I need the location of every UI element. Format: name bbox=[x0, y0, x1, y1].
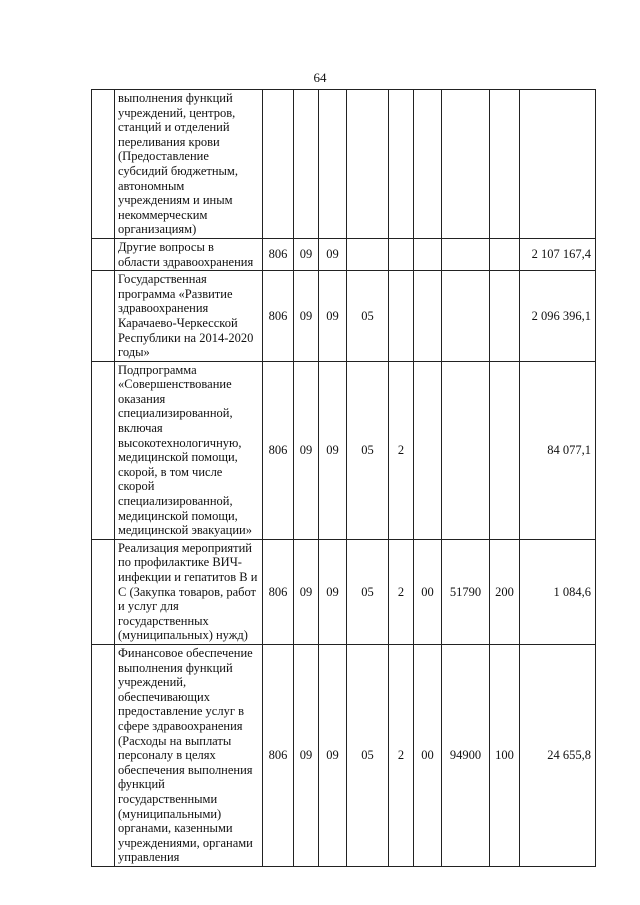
page-number: 64 bbox=[313, 70, 327, 85]
cell-expense-type bbox=[490, 238, 520, 270]
description-line: скорой, в том числе bbox=[118, 464, 223, 479]
description-line: включая bbox=[118, 421, 163, 436]
description-line: органами, казенными bbox=[118, 821, 233, 836]
table-body bbox=[92, 90, 596, 867]
cell-direction bbox=[442, 238, 490, 270]
cell-subprogram: 2 bbox=[389, 361, 414, 539]
cell-section: 09 bbox=[294, 271, 319, 362]
cell-expense-type bbox=[490, 361, 520, 539]
description-line: субсидий бюджетным, bbox=[118, 163, 238, 178]
description-line: Другие вопросы в bbox=[118, 239, 214, 254]
cell-subsection: 09 bbox=[319, 361, 347, 539]
cell-admin-code: 806 bbox=[263, 539, 294, 644]
cell-subsection: 09 bbox=[319, 271, 347, 362]
cell-expense-type: 200 bbox=[490, 539, 520, 644]
cell-admin-code: 806 bbox=[263, 361, 294, 539]
cell-direction: 94900 bbox=[442, 644, 490, 866]
table-row bbox=[92, 644, 596, 866]
description-line: обеспечения выполнения bbox=[118, 762, 253, 777]
description-line: государственных bbox=[118, 613, 209, 628]
description-line: скорой bbox=[118, 479, 155, 494]
description-line: государственными bbox=[118, 791, 218, 806]
cell-subsection: 09 bbox=[319, 644, 347, 866]
description-line: станций и отделений bbox=[118, 120, 230, 135]
description-line: учреждений, bbox=[118, 675, 187, 690]
description-line: предоставление услуг в bbox=[118, 704, 244, 719]
row-description bbox=[115, 271, 263, 362]
description-line: автономным bbox=[118, 178, 185, 193]
row-number-cell bbox=[92, 539, 115, 644]
description-line: (Предоставление bbox=[118, 149, 209, 164]
description-line: С (Закупка товаров, работ bbox=[118, 584, 257, 599]
description-line: переливания крови bbox=[118, 134, 220, 149]
cell-amount: 84 077,1 bbox=[520, 361, 596, 539]
cell-program bbox=[347, 238, 389, 270]
description-line: медицинской эвакуации» bbox=[118, 523, 252, 538]
cell-activity bbox=[414, 361, 442, 539]
description-line: Финансовое обеспечение bbox=[118, 645, 253, 660]
cell-direction: 51790 bbox=[442, 539, 490, 644]
description-line: (Расходы на выплаты bbox=[118, 733, 232, 748]
description-line: Карачаево-Черкесской bbox=[118, 315, 238, 330]
row-number-cell bbox=[92, 644, 115, 866]
description-line: области здравоохранения bbox=[118, 254, 254, 269]
cell-amount: 2 107 167,4 bbox=[520, 238, 596, 270]
cell-program: 05 bbox=[347, 644, 389, 866]
description-line: по профилактике ВИЧ- bbox=[118, 555, 242, 570]
row-number-cell bbox=[92, 90, 115, 239]
description-line: управления bbox=[118, 850, 180, 865]
cell-program: 05 bbox=[347, 361, 389, 539]
description-line: персоналу в целях bbox=[118, 748, 216, 763]
description-line: сфере здравоохранения bbox=[118, 718, 243, 733]
cell-activity: 00 bbox=[414, 644, 442, 866]
cell-program: 05 bbox=[347, 539, 389, 644]
cell-activity bbox=[414, 238, 442, 270]
cell-amount bbox=[520, 90, 596, 239]
row-description bbox=[115, 361, 263, 539]
table-row bbox=[92, 90, 596, 239]
table-row bbox=[92, 238, 596, 270]
description-line: медицинской помощи, bbox=[118, 508, 238, 523]
cell-activity: 00 bbox=[414, 539, 442, 644]
cell-amount: 24 655,8 bbox=[520, 644, 596, 866]
description-line: учреждениями, органами bbox=[118, 835, 253, 850]
cell-expense-type bbox=[490, 90, 520, 239]
row-number-cell bbox=[92, 238, 115, 270]
table-row bbox=[92, 271, 596, 362]
cell-direction bbox=[442, 271, 490, 362]
description-line: годы» bbox=[118, 345, 150, 360]
table-row bbox=[92, 539, 596, 644]
cell-section: 09 bbox=[294, 539, 319, 644]
description-line: Реализация мероприятий bbox=[118, 540, 252, 555]
description-line: Государственная bbox=[118, 272, 207, 287]
cell-subprogram: 2 bbox=[389, 644, 414, 866]
description-line: здравоохранения bbox=[118, 301, 209, 316]
cell-admin-code: 806 bbox=[263, 238, 294, 270]
row-number-cell bbox=[92, 361, 115, 539]
description-line: Подпрограмма bbox=[118, 362, 197, 377]
description-line: специализированной, bbox=[118, 494, 233, 509]
description-line: «Совершенствование bbox=[118, 377, 232, 392]
cell-amount: 2 096 396,1 bbox=[520, 271, 596, 362]
table-row bbox=[92, 361, 596, 539]
description-line: специализированной, bbox=[118, 406, 233, 421]
cell-amount: 1 084,6 bbox=[520, 539, 596, 644]
description-line: инфекции и гепатитов В и bbox=[118, 570, 258, 584]
description-line: и услуг для bbox=[118, 599, 179, 614]
row-number-cell bbox=[92, 271, 115, 362]
description-line: выполнения функций bbox=[118, 660, 233, 675]
cell-activity bbox=[414, 271, 442, 362]
cell-direction bbox=[442, 90, 490, 239]
cell-admin-code: 806 bbox=[263, 271, 294, 362]
description-line: Республики на 2014-2020 bbox=[118, 330, 254, 345]
cell-section bbox=[294, 90, 319, 239]
cell-admin-code bbox=[263, 90, 294, 239]
description-line: оказания bbox=[118, 391, 166, 406]
budget-table bbox=[91, 89, 596, 867]
row-description bbox=[115, 238, 263, 270]
description-line: некоммерческим bbox=[118, 207, 208, 222]
cell-program bbox=[347, 90, 389, 239]
cell-admin-code: 806 bbox=[263, 644, 294, 866]
cell-subprogram bbox=[389, 271, 414, 362]
cell-subprogram bbox=[389, 90, 414, 239]
cell-direction bbox=[442, 361, 490, 539]
cell-program: 05 bbox=[347, 271, 389, 362]
description-line: функций bbox=[118, 777, 165, 792]
cell-section: 09 bbox=[294, 361, 319, 539]
description-line: учреждениям и иным bbox=[118, 193, 233, 208]
row-description bbox=[115, 644, 263, 866]
description-line: высокотехнологичную, bbox=[118, 435, 242, 450]
cell-subprogram bbox=[389, 238, 414, 270]
cell-subsection: 09 bbox=[319, 238, 347, 270]
description-line: обеспечивающих bbox=[118, 689, 210, 704]
description-line: медицинской помощи, bbox=[118, 450, 238, 465]
description-line: программа «Развитие bbox=[118, 286, 233, 301]
description-line: выполнения функций bbox=[118, 91, 233, 105]
cell-expense-type: 100 bbox=[490, 644, 520, 866]
cell-expense-type bbox=[490, 271, 520, 362]
row-description bbox=[115, 539, 263, 644]
description-line: организациям) bbox=[118, 222, 197, 237]
description-line: (муниципальных) нужд) bbox=[118, 628, 248, 643]
cell-subprogram: 2 bbox=[389, 539, 414, 644]
cell-subsection: 09 bbox=[319, 539, 347, 644]
description-line: (муниципальными) bbox=[118, 806, 222, 821]
cell-activity bbox=[414, 90, 442, 239]
row-description bbox=[115, 90, 263, 239]
cell-section: 09 bbox=[294, 644, 319, 866]
cell-subsection bbox=[319, 90, 347, 239]
cell-section: 09 bbox=[294, 238, 319, 270]
description-line: учреждений, центров, bbox=[118, 105, 236, 120]
